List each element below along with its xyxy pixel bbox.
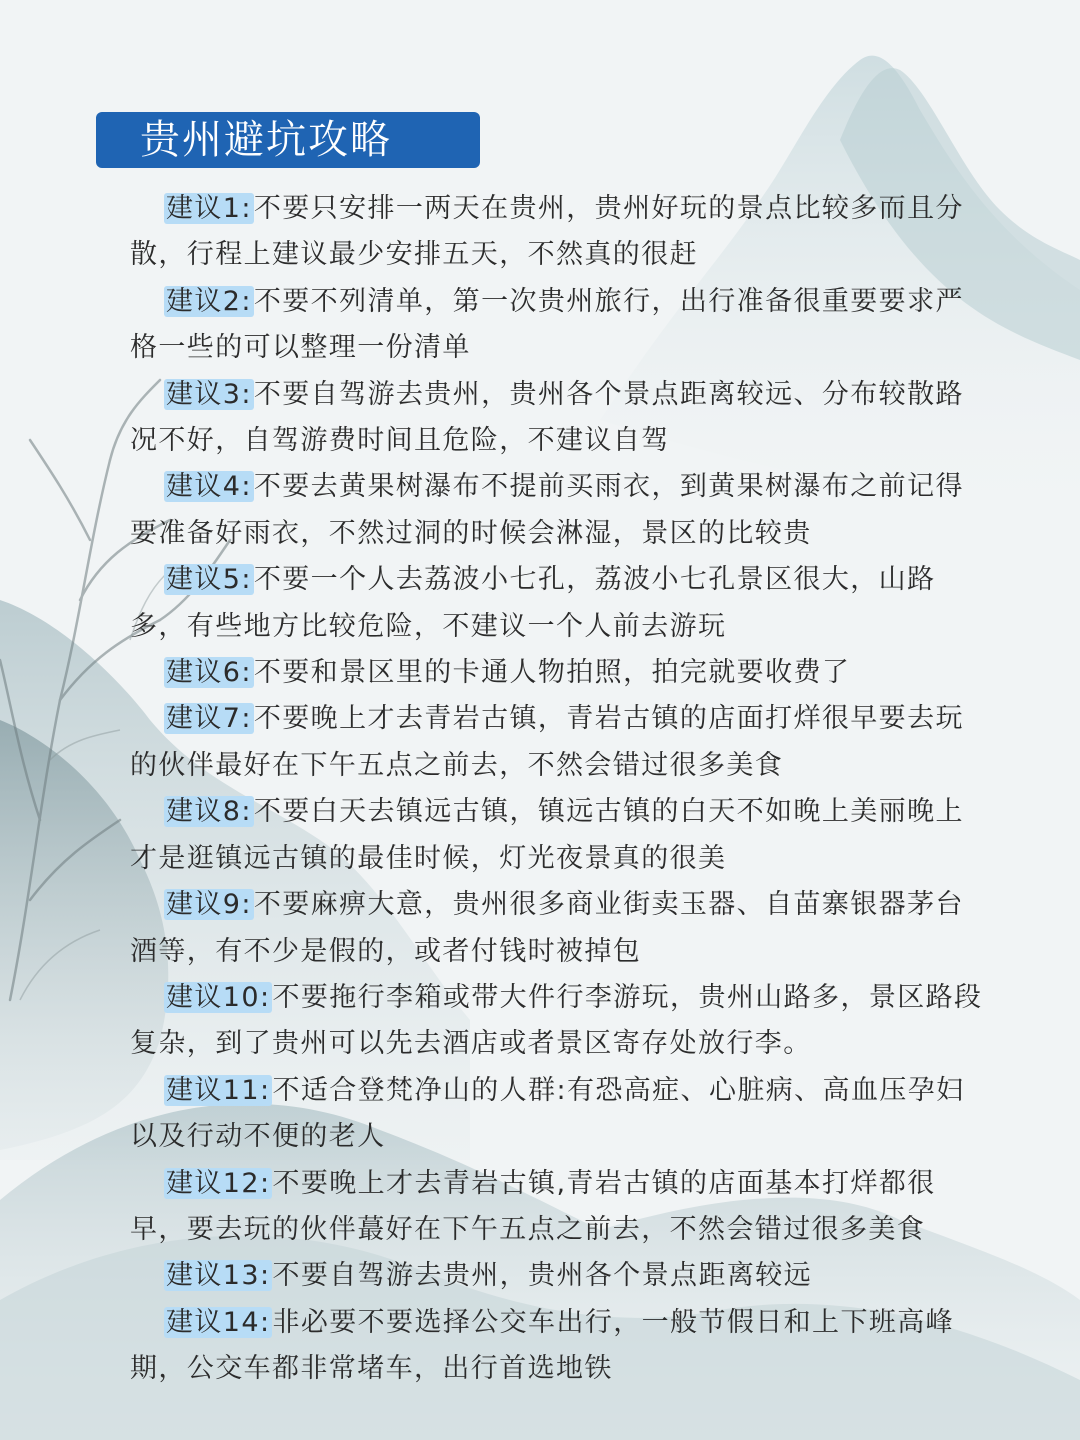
tip-text: 不要不列清单，第一次贵州旅行，出行准备很重要要求严格一些的可以整理一份清单 <box>130 285 964 364</box>
tip-label: 建议10: <box>166 981 271 1013</box>
list-item <box>130 1068 988 1161</box>
list-item <box>130 1253 988 1299</box>
tip-text: 不要一个人去荔波小七孔，荔波小七孔景区很大，山路多，有些地方比较危险，不建议一个人前去游玩 <box>130 564 936 642</box>
tip-text: 不要只安排一两天在贵州，贵州好玩的景点比较多而且分散，行程上建议最少安排五天，不然真的很赶 <box>130 193 964 271</box>
tip-text: 不适合登梵净山的人群:有恐高症、心脏病、高血压孕妇以及行动不便的老人 <box>130 1074 965 1153</box>
tip-text: 不要晚上才去青岩古镇,青岩古镇的店面基本打烊都很早，要去玩的伙伴蕞好在下午五点之前去，不然会错过很多美食 <box>130 1167 936 1245</box>
list-item <box>130 1161 988 1254</box>
tip-label: 建议12: <box>166 1167 271 1199</box>
tip-label: 建议9: <box>166 889 252 921</box>
page-title: 贵州避坑攻略 <box>140 117 392 163</box>
tip-label: 建议5: <box>166 564 252 596</box>
list-item <box>130 789 988 882</box>
tip-label: 建议4: <box>166 471 252 503</box>
tips-list <box>130 186 988 1393</box>
tip-text: 不要拖行李箱或带大件行李游玩，贵州山路多，景区路段复杂，到了贵州可以先去酒店或者景区寄存处放行李。 <box>130 981 983 1060</box>
tip-label: 建议11: <box>166 1074 271 1106</box>
title-banner <box>96 112 480 168</box>
list-item <box>130 650 988 696</box>
list-item <box>130 1300 988 1393</box>
tip-text: 不要和景区里的卡通人物拍照，拍完就要收费了 <box>253 657 851 689</box>
list-item <box>130 186 988 279</box>
tip-label: 建议13: <box>166 1260 271 1292</box>
list-item <box>130 464 988 557</box>
tip-text: 不要去黄果树瀑布不提前买雨衣，到黄果树瀑布之前记得要准备好雨衣，不然过洞的时候会淋湿，景区的比较贵 <box>130 471 964 549</box>
list-item <box>130 696 988 789</box>
list-item <box>130 975 988 1068</box>
list-item <box>130 557 988 650</box>
tip-label: 建议2: <box>166 285 252 317</box>
tip-text: 非必要不要选择公交车出行，一般节假日和上下班高峰期，公交车都非常堵车，出行首选地铁 <box>130 1306 955 1385</box>
list-item <box>130 279 988 372</box>
tip-label: 建议3: <box>166 378 252 410</box>
tip-label: 建议8: <box>166 796 252 828</box>
list-item <box>130 882 988 975</box>
tip-label: 建议6: <box>166 657 252 689</box>
tip-label: 建议1: <box>166 193 252 224</box>
tip-label: 建议14: <box>166 1306 271 1338</box>
tip-text: 不要自驾游去贵州，贵州各个景点距离较远、分布较散路况不好，自驾游费时间且危险，不建议自驾 <box>130 378 964 457</box>
tip-text: 不要晚上才去青岩古镇，青岩古镇的店面打烊很早要去玩的伙伴最好在下午五点之前去，不然会错过很多美食 <box>130 703 964 781</box>
tip-label: 建议7: <box>166 703 252 735</box>
tip-text: 不要自驾游去贵州，贵州各个景点距离较远 <box>272 1260 813 1292</box>
tip-text: 不要麻痹大意，贵州很多商业街卖玉器、自苗寨银器茅台酒等，有不少是假的，或者付钱时被掉包 <box>130 889 964 967</box>
list-item <box>130 372 988 465</box>
tip-text: 不要白天去镇远古镇，镇远古镇的白天不如晚上美丽晚上才是逛镇远古镇的最佳时候，灯光夜景真的很美 <box>130 796 964 874</box>
